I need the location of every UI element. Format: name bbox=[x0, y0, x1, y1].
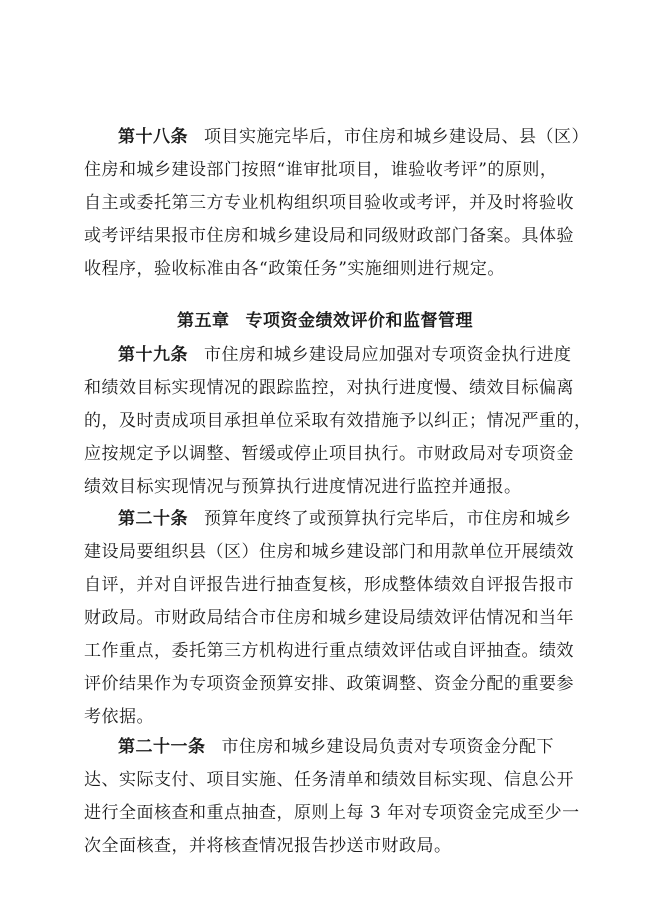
article-20-line-1 bbox=[84, 503, 580, 536]
article-18-line-3: 自主或委托第三方专业机构组织项目验收或考评，并及时将验收 bbox=[84, 193, 574, 213]
article-21 bbox=[84, 731, 580, 863]
article-20-line-3: 自评，并对自评报告进行抽查复核，形成整体绩效自评报告报市 bbox=[84, 575, 574, 595]
article-21-line-1 bbox=[84, 731, 580, 764]
article-20-line-7: 考依据。 bbox=[84, 707, 154, 727]
article-20-line-6: 评价结果作为专项资金预算安排、政策调整、资金分配的重要参 bbox=[84, 674, 574, 694]
article-20-line-2: 建设局要组织县（区）住房和城乡建设部门和用款单位开展绩效 bbox=[84, 542, 574, 562]
chapter-heading bbox=[0, 306, 650, 331]
article-18-text-1: 项目实施完毕后，市住房和城乡建设局、县（区） bbox=[204, 127, 589, 147]
article-21-label: 第二十一条 bbox=[118, 737, 206, 757]
article-18-line-4: 或考评结果报市住房和城乡建设局和同级财政部门备案。具体验 bbox=[84, 226, 574, 246]
article-21-line-2: 达、实际支付、项目实施、任务清单和绩效目标实现、信息公开 bbox=[84, 770, 574, 790]
chapter-number: 第五章 bbox=[177, 311, 230, 331]
article-18-label: 第十八条 bbox=[118, 127, 188, 147]
article-21-line-3: 进行全面核查和重点抽查，原则上每 3 年对专项资金完成至少一 bbox=[84, 803, 580, 823]
article-18-line-5: 收程序，验收标准由各“政策任务”实施细则进行规定。 bbox=[84, 259, 505, 279]
article-18 bbox=[84, 121, 589, 286]
article-19-line-1 bbox=[84, 339, 580, 372]
article-20-label: 第二十条 bbox=[118, 509, 188, 529]
article-18-line-1 bbox=[84, 121, 589, 154]
article-19-line-4: 应按规定予以调整、暂缓或停止项目执行。市财政局对专项资金 bbox=[84, 444, 574, 464]
article-20 bbox=[84, 503, 580, 734]
article-21-line-4: 次全面核查，并将核查情况报告抄送市财政局。 bbox=[84, 836, 452, 856]
article-19-text-1: 市住房和城乡建设局应加强对专项资金执行进度 bbox=[204, 345, 572, 365]
article-19-line-5: 绩效目标实现情况与预算执行进度情况进行监控并通报。 bbox=[84, 477, 522, 497]
article-18-line-2: 住房和城乡建设部门按照“谁审批项目，谁验收考评”的原则， bbox=[84, 160, 558, 180]
article-19-line-3: 的，及时责成项目承担单位采取有效措施予以纠正；情况严重的， bbox=[84, 411, 592, 431]
article-20-line-4: 财政局。市财政局结合市住房和城乡建设局绩效评估情况和当年 bbox=[84, 608, 574, 628]
article-20-text-1: 预算年度终了或预算执行完毕后，市住房和城乡 bbox=[204, 509, 572, 529]
chapter-title: 专项资金绩效评价和监督管理 bbox=[245, 311, 473, 331]
article-19-label: 第十九条 bbox=[118, 345, 188, 365]
article-21-text-1: 市住房和城乡建设局负责对专项资金分配下 bbox=[221, 737, 554, 757]
article-20-line-5: 工作重点，委托第三方机构进行重点绩效评估或自评抽查。绩效 bbox=[84, 641, 574, 661]
article-19-line-2: 和绩效目标实现情况的跟踪监控，对执行进度慢、绩效目标偏离 bbox=[84, 378, 574, 398]
article-19 bbox=[84, 339, 592, 504]
